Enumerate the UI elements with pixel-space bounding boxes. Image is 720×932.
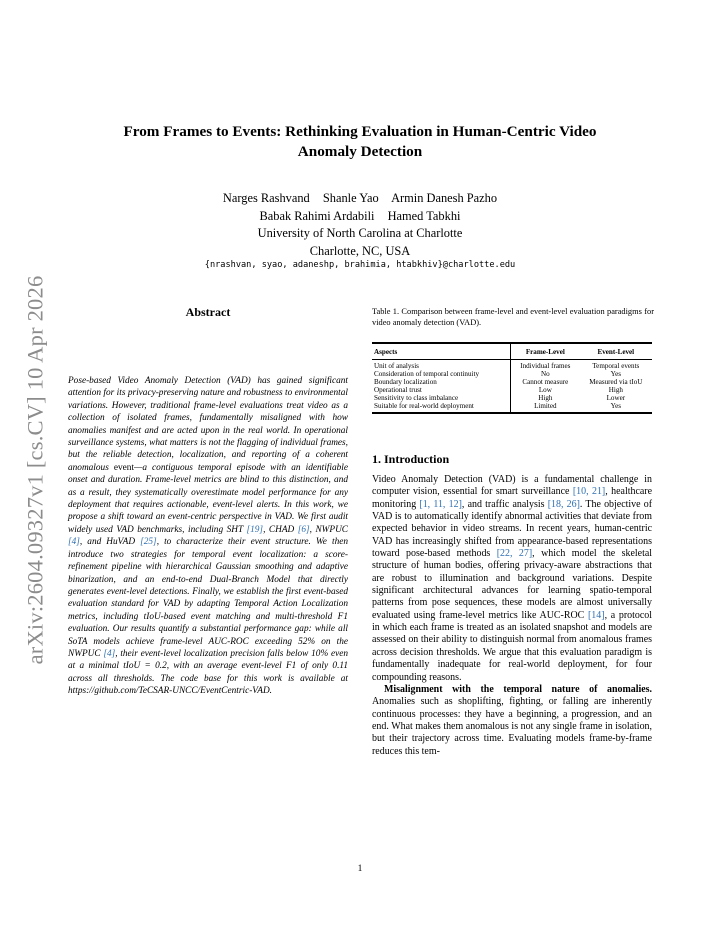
table-row — [372, 359, 652, 370]
table-cell: Sensitivity to class imbalance — [372, 394, 510, 402]
citation-link[interactable]: [4] — [68, 537, 80, 548]
table-row — [372, 402, 652, 413]
paper-title — [80, 122, 640, 162]
citation-link[interactable]: [4] — [103, 648, 116, 659]
arxiv-id: arXiv:2604.09327v1 [cs.CV] 10 Apr 2026 — [22, 275, 48, 665]
table-cell: Temporal events — [592, 361, 640, 370]
abstract-event-word: event — [113, 462, 135, 473]
citation-link[interactable]: [1, 11, 12] — [419, 498, 462, 510]
location: Charlotte, NC, USA — [309, 243, 411, 258]
citation-link[interactable]: [6] — [297, 524, 310, 535]
citation-link[interactable]: [22, 27] — [496, 548, 533, 560]
arxiv-stamp — [15, 260, 55, 680]
table-body — [372, 359, 652, 413]
paragraph-text-run: , and traffic analysis — [461, 498, 548, 510]
author-name: Babak Rahimi Ardabili — [259, 208, 375, 223]
section-heading: 1. Introduction — [372, 452, 450, 466]
abstract-text-run: , and HuVAD — [79, 537, 141, 548]
author-name: Shanle Yao — [322, 191, 379, 205]
citation-link[interactable]: [19] — [246, 524, 264, 535]
table-cell: Measured via tIoU — [589, 377, 643, 386]
paragraph-text-run: , which model the skeletal structure of human bodies, offering privacy-aware abstractions that are robust to illumination and background variations. Despite significant architectural advances for learning spatio-temporal patterns from pose sequences, these models are almost universally evaluated using frame-level metrics like AUC-ROC — [372, 548, 652, 621]
abstract-text-run: , CHAD — [263, 524, 298, 535]
table-cell: High — [538, 393, 553, 402]
table-cell: Suitable for real-world deployment — [372, 402, 510, 413]
affiliation: University of North Carolina at Charlotte — [257, 226, 463, 240]
author-name: Armin Danesh Pazho — [391, 191, 498, 205]
citation-link[interactable]: [25] — [140, 537, 157, 548]
table-cell: Consideration of temporal continuity — [372, 370, 510, 378]
citation-link[interactable]: [10, 21] — [572, 486, 606, 498]
paragraph-text-run: , healthcare monitoring — [372, 486, 652, 510]
abstract-text-run: , their event-level localization precision falls below 10% even at a minimal tIoU = 0.2, with an average event-level F1 of only 0.11 across all thresholds. The code base for this work is available at https://github.com/TeCSAR-UNCC/EventCentric-VAD. — [68, 648, 348, 697]
intro-text — [372, 474, 652, 758]
table-header-row — [372, 343, 652, 359]
table-row — [372, 370, 652, 378]
paragraph-lead: Misalignment with the temporal nature of anomalies. — [384, 683, 652, 695]
table-header-cell: Frame-Level — [525, 347, 565, 356]
title-line-1: From Frames to Events: Rethinking Evaluation in Human-Centric Video — [123, 123, 597, 140]
paragraph-text-run: , a protocol in which each frame is treated as an isolated snapshot and models are assessed on their ability to distinguish normal from anomalous frames across decision thresholds. We argue that this evaluation paradigm is fundamentally inadequate for real-world deployment, for four compounding reasons. — [372, 609, 652, 683]
paragraph-body: Anomalies such as shoplifting, fighting, or falling are inherently continuous processes: they have a beginning, a progression, and an end. What makes them anomalous is not any single frame in isolation, but their trajectory across time. Evaluating models frame-by-frame reduces this tem- — [372, 696, 652, 757]
abstract-text-run: , NWPUC — [309, 524, 349, 535]
abstract-heading: Abstract — [185, 305, 231, 319]
title-line-2: Anomaly Detection — [297, 143, 423, 160]
table-cell: Boundary localization — [372, 378, 510, 386]
table-header-cell: Event-Level — [597, 347, 635, 356]
table-cell: Individual frames — [520, 361, 571, 370]
abstract-text-run: , to characterize their event structure. We then introduce two strategies for temporal event localization: a score-refinement pipeline with hierarchical Gaussian smoothing and adaptive binarization, and an end-to-end Dual-Branch Model that directly generates event-level detections. Finally, we establish the first event-based evaluation standard for VAD by adapting Temporal Action Localization metrics, including tIoU-based event matching and multi-threshold F1 evaluation. Our results quantify a substantial performance gap: while all SoTA models achieve frame-level AUC-ROC exceeding 52% on the NWPUC — [68, 537, 348, 659]
table-row — [372, 386, 652, 394]
intro-paragraph-1 — [372, 474, 652, 684]
comparison-table — [372, 342, 652, 414]
paragraph-text-run: . The objective of VAD is to automatically identify abnormal activities that deviate from expected behavior in video streams. In recent years, human-centric VAD has increasingly shifted from appearance-based representations toward pose-based methods — [372, 498, 653, 560]
author-block — [80, 190, 640, 260]
author-email: {nrashvan, syao, adaneshp, brahimia, htabkhiv}@charlotte.edu — [204, 260, 516, 270]
table-row — [372, 378, 652, 386]
table-row — [372, 394, 652, 402]
abstract-text-run: Pose-based Video Anomaly Detection (VAD) has gained significant attention for its privacy-preserving nature and robustness to environmental variations. However, traditional frame-level evaluations treat video as a collection of isolated frames, fundamentally misaligned with how anomalies manifest and are acted upon in the real world. In operational surveillance systems, what matters is not the flagging of individual frames, but the reliable detection, localization, and reporting of a coherent anomalous — [68, 376, 348, 473]
table-cell: High — [608, 385, 623, 394]
table-cell: Limited — [534, 401, 557, 410]
table-caption: Table 1. Comparison between frame-level and event-level evaluation paradigms for video anomaly detection (VAD). — [372, 307, 654, 327]
author-row-2 — [80, 208, 640, 226]
author-name: Hamed Tabkhi — [387, 208, 461, 223]
author-row-1 — [80, 190, 640, 208]
abstract-text-run: —a contiguous temporal episode with an identifiable onset and duration. Frame-level metrics are blind to this distinction, and as a result, they systematically overestimate model performance for any deployment that requires actionable, event-level alerts. In this work, we propose a shift toward an event-centric perspective in VAD. We first audit widely used VAD benchmarks, including SHT — [68, 462, 348, 535]
intro-paragraph-2 — [372, 684, 652, 758]
paragraph-text-run: Video Anomaly Detection (VAD) is a fundamental challenge in computer vision, essential for smart surveillance — [372, 474, 652, 498]
table-cell: Yes — [610, 401, 621, 410]
table-cell: Yes — [610, 369, 621, 378]
table-cell: Low — [538, 385, 552, 394]
table-cell: Operational trust — [372, 386, 510, 394]
author-name: Narges Rashvand — [222, 191, 310, 205]
table-cell: Cannot measure — [522, 377, 569, 386]
table-cell: Lower — [606, 393, 626, 402]
citation-link[interactable]: [18, 26] — [547, 498, 580, 510]
table-cell: No — [540, 369, 550, 378]
abstract-text — [68, 375, 348, 698]
table-header-cell: Aspects — [372, 343, 510, 359]
table-cell: Unit of analysis — [372, 359, 510, 370]
page-number: 1 — [357, 864, 363, 874]
citation-link[interactable]: [14] — [588, 609, 605, 621]
